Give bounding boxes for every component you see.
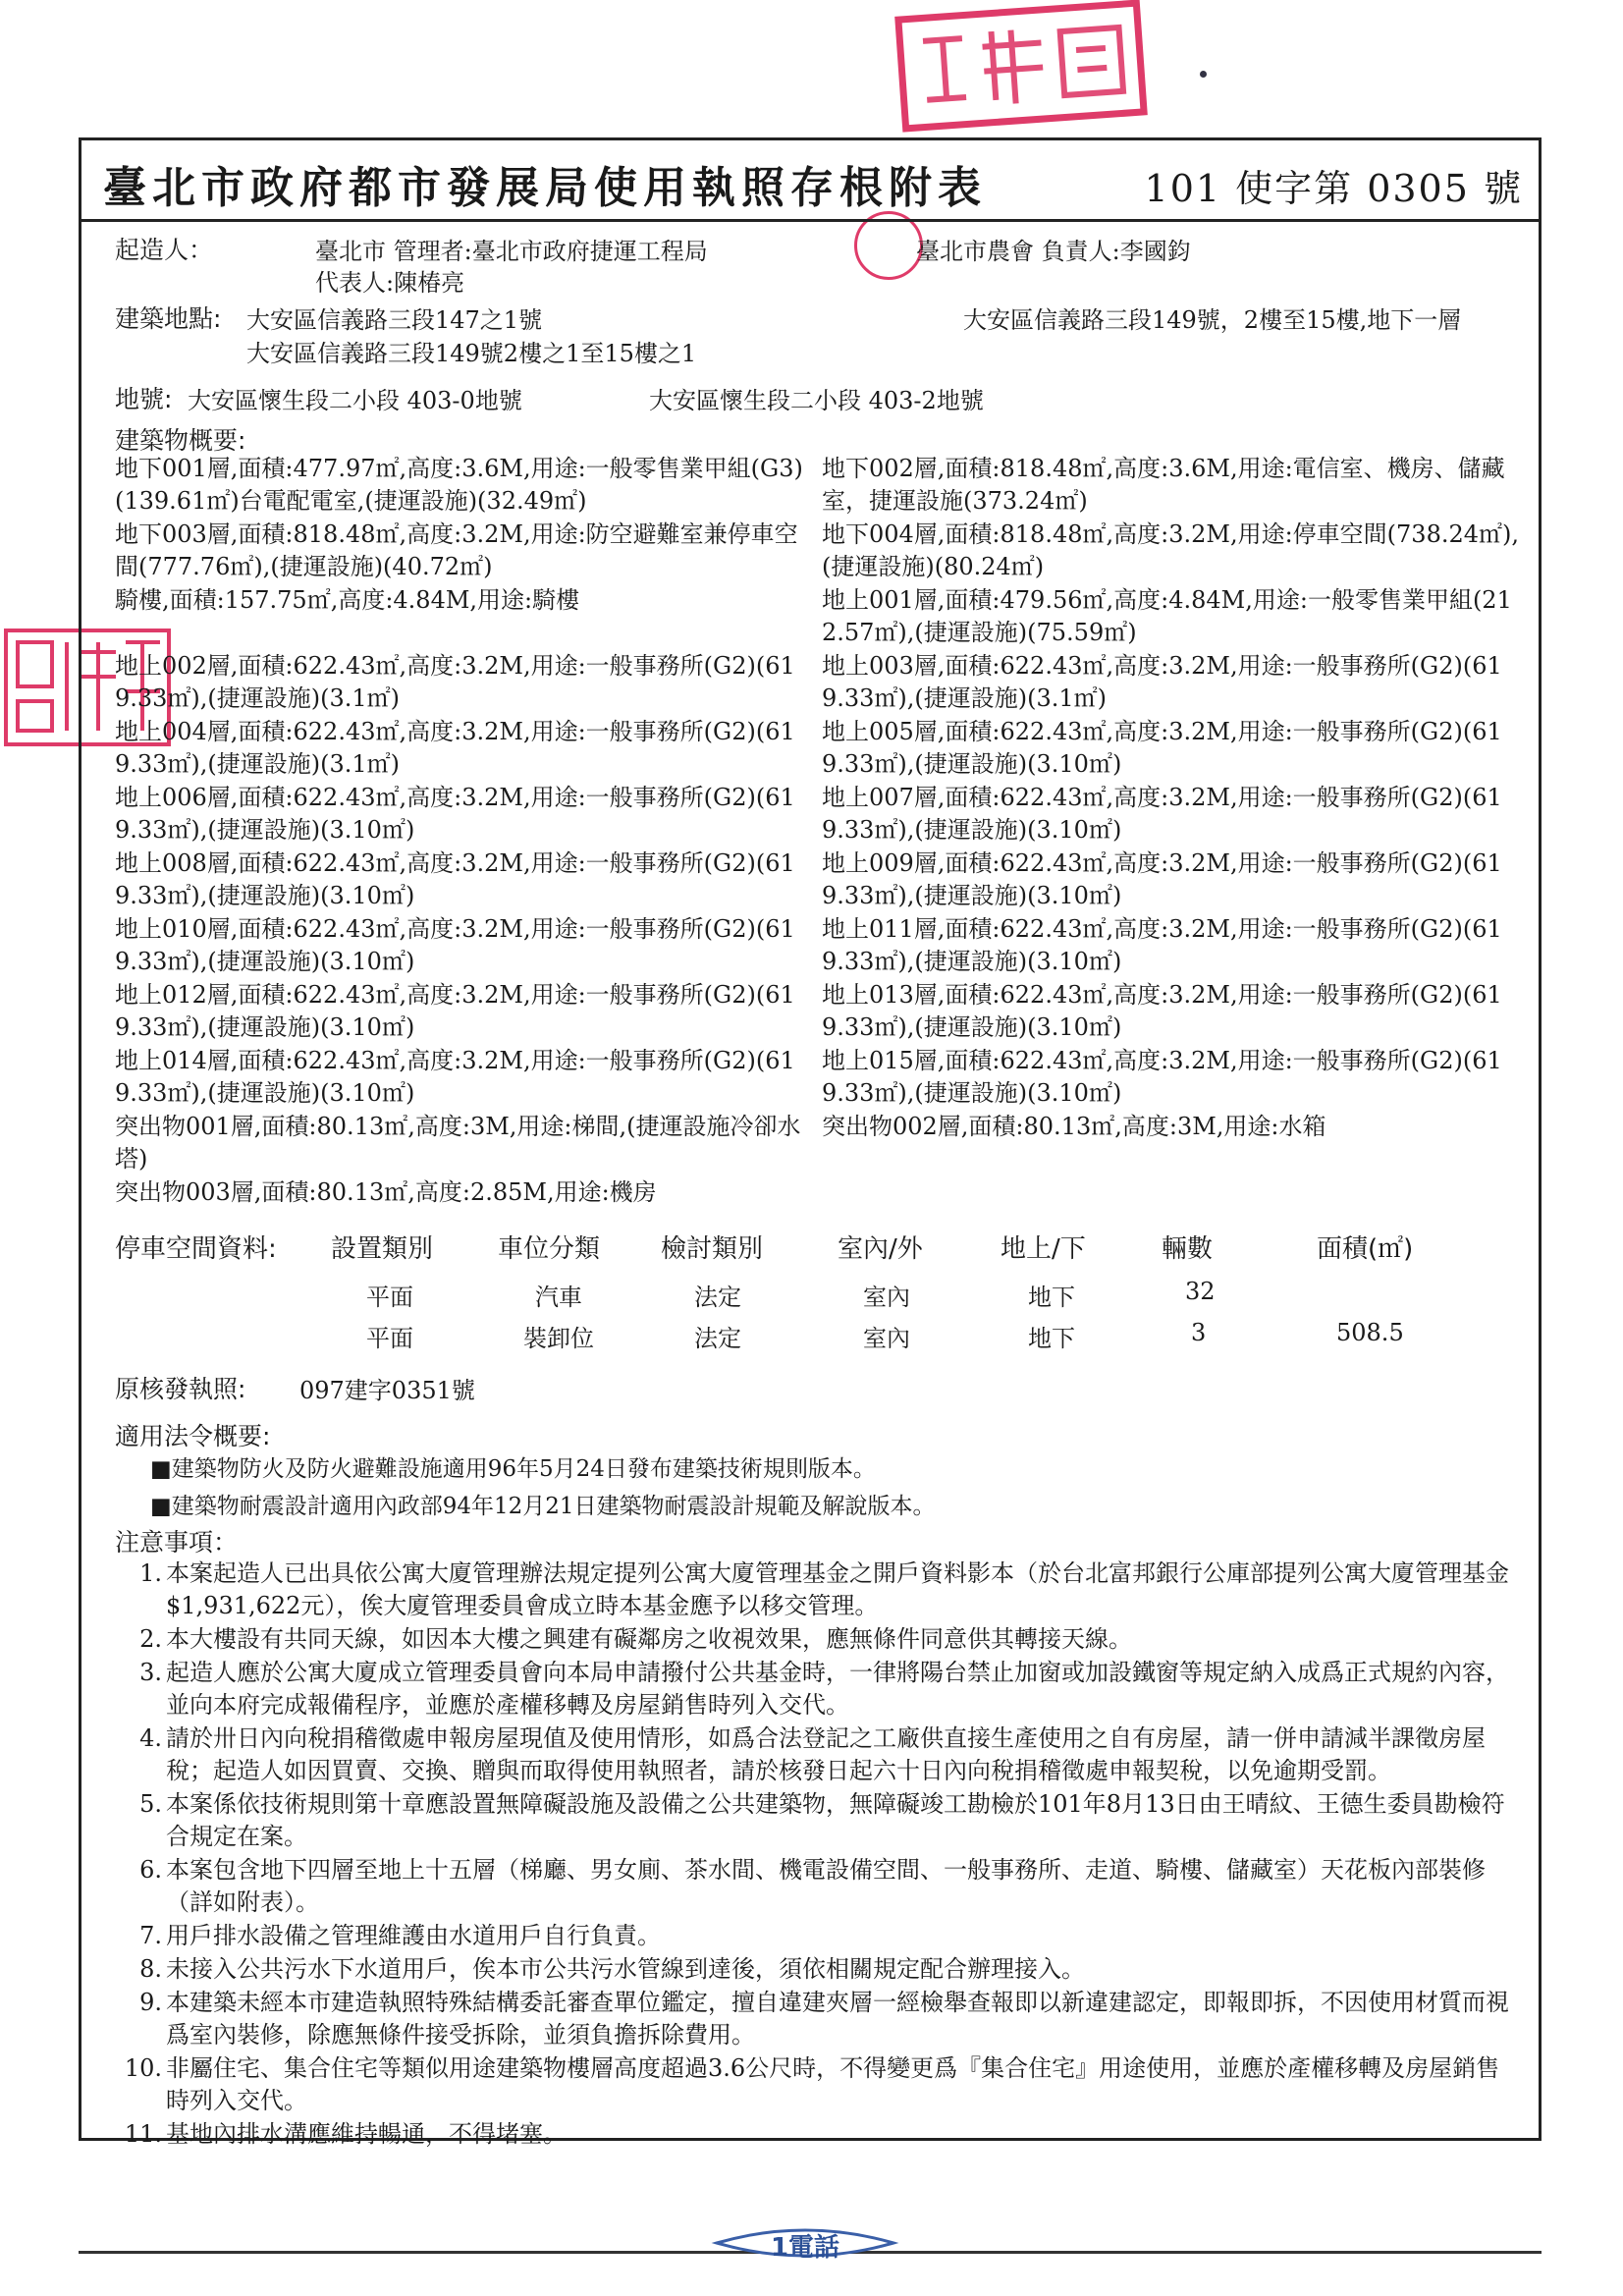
parking-row-2-level: 地下 — [1028, 1325, 1075, 1352]
red-seal-stamp-top — [894, 0, 1148, 133]
lot-2: 大安區懷生段二小段 403-2地號 — [649, 387, 984, 414]
note-text: 起造人應於公寓大廈成立管理委員會向本局申請撥付公共基金時，一律將陽台禁止加窗或加設鐵窗等規定納入成爲正式規約內容，並向本府完成報備程序，並應於產權移轉及房屋銷售時列入交代。 — [166, 1659, 1509, 1719]
note-item — [119, 2052, 1523, 2117]
phone-badge — [707, 2221, 903, 2265]
parking-header-type: 設置類別 — [331, 1234, 434, 1264]
overview-row-1-left: 地下001層,面積:477.97㎡,高度:3.6M,用途:一般零售業甲組(G3)(139.61㎡)台電配電室,(捷運設施)(32.49㎡) — [115, 455, 803, 515]
permit-number: 101 使字第 0305 號 — [1144, 167, 1523, 210]
note-item — [119, 1788, 1523, 1853]
note-number: 8. — [139, 1955, 162, 1983]
note-number: 3. — [139, 1659, 162, 1686]
note-text: 本案包含地下四層至地上十五層（梯廳、男女廁、茶水間、機電設備空間、一般事務所、走道、騎樓、儲藏室）天花板內部裝修（詳如附表）。 — [166, 1856, 1486, 1916]
site-addr2: 大安區信義路三段149號，2樓至15樓,地下一層 — [963, 306, 1462, 334]
overview-row-1-right: 地下002層,面積:818.48㎡,高度:3.6M,用途:電信室、機房、儲藏室，捷運設施(373.24㎡) — [822, 455, 1505, 515]
overview-row-11-left: 突出物001層,面積:80.13㎡,高度:3M,用途:梯間,(捷運設施冷卻水塔) — [115, 1113, 801, 1173]
overview-row-8-left: 地上010層,面積:622.43㎡,高度:3.2M,用途:一般事務所(G2)(619.33㎡),(捷運設施)(3.10㎡) — [115, 915, 795, 975]
parking-header-category: 車位分類 — [498, 1234, 601, 1264]
applicant-label: 起造人： — [115, 236, 214, 264]
parking-row-2-count: 3 — [1191, 1319, 1207, 1346]
overview-row-9-left: 地上012層,面積:622.43㎡,高度:3.2M,用途:一般事務所(G2)(619.33㎡),(捷運設施)(3.10㎡) — [115, 981, 795, 1041]
parking-row-1-level: 地下 — [1028, 1284, 1075, 1311]
parking-row-1-category: 汽車 — [535, 1284, 582, 1311]
note-text: 本案起造人已出具依公寓大廈管理辦法規定提列公寓大廈管理基金之開戶資料影本（於台北富邦銀行公庫部提列公寓大廈管理基金$1,931,622元），俟大廈管理委員會成立時本基金應予以移交管理。 — [166, 1559, 1509, 1619]
parking-row-2-indoor: 室內 — [863, 1325, 910, 1352]
notes-list — [119, 1558, 1523, 2152]
note-number: 5. — [139, 1790, 162, 1818]
parking-label: 停車空間資料: — [115, 1234, 277, 1264]
note-number: 11. — [124, 2120, 162, 2148]
note-text: 本案係依技術規則第十章應設置無障礙設施及設備之公共建築物，無障礙竣工勘檢於101年8月13日由王晴紋、王德生委員勘檢符合規定在案。 — [166, 1790, 1505, 1850]
site-label: 建築地點: — [115, 304, 222, 333]
laws-label: 適用法令概要: — [115, 1422, 271, 1450]
note-text: 請於卅日內向稅捐稽徵處申報房屋現值及使用情形，如爲合法登記之工廠供直接生產使用之自有房屋，請一併申請減半課徵房屋稅；起造人如因買賣、交換、贈與而取得使用執照者，請於核發日起六十日內向稅捐稽徵處申報契稅，以免逾期受罰。 — [166, 1724, 1486, 1784]
applicant-other: 臺北市農會 負責人:李國鈞 — [916, 238, 1191, 265]
note-item — [119, 1920, 1523, 1952]
note-number: 4. — [139, 1724, 162, 1752]
overview-row-5-right: 地上005層,面積:622.43㎡,高度:3.2M,用途:一般事務所(G2)(619.33㎡),(捷運設施)(3.10㎡) — [822, 718, 1502, 778]
overview-row-6-right: 地上007層,面積:622.43㎡,高度:3.2M,用途:一般事務所(G2)(619.33㎡),(捷運設施)(3.10㎡) — [822, 784, 1502, 844]
note-text: 本建築未經本市建造執照特殊結構委託審查單位鑑定，擅自違建夾層一經檢舉查報即以新違建認定，即報即拆，不因使用材質而視爲室內裝修，除應無條件接受拆除，並須負擔拆除費用。 — [166, 1989, 1509, 2049]
note-number: 9. — [139, 1989, 162, 2016]
notes-label: 注意事項： — [115, 1528, 239, 1557]
note-item — [119, 2118, 1523, 2151]
note-item — [119, 1623, 1523, 1656]
note-item — [119, 1558, 1523, 1622]
dot-mark — [1200, 71, 1207, 78]
applicant-line1: 臺北市 管理者:臺北市政府捷運工程局 — [315, 238, 708, 265]
phone-badge-label: 1電話 — [770, 2233, 840, 2263]
parking-row-2-area: 508.5 — [1336, 1319, 1404, 1346]
overview-row-6-left: 地上006層,面積:622.43㎡,高度:3.2M,用途:一般事務所(G2)(619.33㎡),(捷運設施)(3.10㎡) — [115, 784, 795, 844]
overview-row-10-right: 地上015層,面積:622.43㎡,高度:3.2M,用途:一般事務所(G2)(619.33㎡),(捷運設施)(3.10㎡) — [822, 1047, 1502, 1107]
parking-row-1-type: 平面 — [366, 1284, 413, 1311]
overview-row-3-left: 騎樓,面積:157.75㎡,高度:4.84M,用途:騎樓 — [115, 586, 580, 614]
note-number: 7. — [139, 1922, 162, 1949]
permit-attachment-sheet — [79, 137, 1542, 2148]
original-permit-label: 原核發執照: — [115, 1375, 246, 1403]
lot-1: 大安區懷生段二小段 403-0地號 — [188, 387, 522, 414]
overview-row-12-left: 突出物003層,面積:80.13㎡,高度:2.85M,用途:機房 — [115, 1178, 657, 1206]
parking-header-count: 輛數 — [1162, 1234, 1214, 1264]
note-text: 用戶排水設備之管理維護由水道用戶自行負責。 — [166, 1922, 661, 1949]
overview-row-9-right: 地上013層,面積:622.43㎡,高度:3.2M,用途:一般事務所(G2)(619.33㎡),(捷運設施)(3.10㎡) — [822, 981, 1502, 1041]
overview-label: 建築物概要: — [115, 426, 246, 455]
note-text: 基地內排水溝應維持暢通，不得堵塞。 — [166, 2120, 567, 2148]
parking-row-1-indoor: 室內 — [863, 1284, 910, 1311]
note-item — [119, 1987, 1523, 2051]
original-permit-value: 097建字0351號 — [299, 1377, 475, 1404]
parking-row-1-count: 32 — [1185, 1278, 1216, 1305]
law-item-1: ■建築物防火及防火避難設施適用96年5月24日發布建築技術規則版本。 — [150, 1456, 876, 1482]
law-item-2: ■建築物耐震設計適用內政部94年12月21日建築物耐震設計規範及解說版本。 — [150, 1494, 936, 1519]
overview-row-7-left: 地上008層,面積:622.43㎡,高度:3.2M,用途:一般事務所(G2)(619.33㎡),(捷運設施)(3.10㎡) — [115, 849, 795, 909]
note-item — [119, 1722, 1523, 1787]
site-addr3: 大安區信義路三段149號2樓之1至15樓之1 — [246, 340, 697, 367]
parking-header-area: 面積(㎡) — [1317, 1234, 1414, 1264]
note-text: 未接入公共污水下水道用戶，俟本市公共污水管線到達後，須依相關規定配合辦理接入。 — [166, 1955, 1085, 1983]
lot-label: 地號: — [115, 385, 173, 413]
overview-row-3-right: 地上001層,面積:479.56㎡,高度:4.84M,用途:一般零售業甲組(212.57㎡),(捷運設施)(75.59㎡) — [822, 586, 1512, 646]
note-number: 2. — [139, 1625, 162, 1653]
note-text: 本大樓設有共同天線，如因本大樓之興建有礙鄰房之收視效果，應無條件同意供其轉接天線。 — [166, 1625, 1132, 1653]
document-title: 臺北市政府都市發展局使用執照存根附表 — [103, 163, 987, 213]
overview-row-11-right: 突出物002層,面積:80.13㎡,高度:3M,用途:水箱 — [822, 1113, 1326, 1140]
note-number: 10. — [124, 2054, 162, 2082]
note-item — [119, 1657, 1523, 1722]
overview-row-7-right: 地上009層,面積:622.43㎡,高度:3.2M,用途:一般事務所(G2)(619.33㎡),(捷運設施)(3.10㎡) — [822, 849, 1502, 909]
parking-row-2-review: 法定 — [694, 1325, 741, 1352]
note-text: 非屬住宅、集合住宅等類似用途建築物樓層高度超過3.6公尺時，不得變更爲『集合住宅』用途使用，並應於產權移轉及房屋銷售時列入交代。 — [166, 2054, 1500, 2114]
overview-row-8-right: 地上011層,面積:622.43㎡,高度:3.2M,用途:一般事務所(G2)(619.33㎡),(捷運設施)(3.10㎡) — [822, 915, 1502, 975]
parking-header-review: 檢討類別 — [661, 1234, 764, 1264]
applicant-line2: 代表人:陳椿亮 — [315, 269, 465, 297]
parking-header-level: 地上/下 — [1001, 1234, 1086, 1264]
parking-row-2-type: 平面 — [366, 1325, 413, 1352]
overview-row-4-left: 地上002層,面積:622.43㎡,高度:3.2M,用途:一般事務所(G2)(619.33㎡),(捷運設施)(3.1㎡) — [115, 652, 795, 712]
note-number: 6. — [139, 1856, 162, 1884]
overview-row-2-left: 地下003層,面積:818.48㎡,高度:3.2M,用途:防空避難室兼停車空間(777.76㎡),(捷運設施)(40.72㎡) — [115, 520, 798, 580]
overview-row-4-right: 地上003層,面積:622.43㎡,高度:3.2M,用途:一般事務所(G2)(619.33㎡),(捷運設施)(3.1㎡) — [822, 652, 1502, 712]
note-number: 1. — [139, 1559, 162, 1587]
overview-row-5-left: 地上004層,面積:622.43㎡,高度:3.2M,用途:一般事務所(G2)(619.33㎡),(捷運設施)(3.1㎡) — [115, 718, 795, 778]
site-addr1: 大安區信義路三段147之1號 — [246, 306, 543, 334]
title-bar — [81, 140, 1539, 222]
parking-header-indoor: 室內/外 — [838, 1234, 923, 1264]
note-item — [119, 1953, 1523, 1986]
overview-row-2-right: 地下004層,面積:818.48㎡,高度:3.2M,用途:停車空間(738.24㎡),(捷運設施)(80.24㎡) — [822, 520, 1520, 580]
parking-row-1-review: 法定 — [694, 1284, 741, 1311]
parking-row-2-category: 裝卸位 — [523, 1325, 594, 1352]
note-item — [119, 1854, 1523, 1919]
overview-row-10-left: 地上014層,面積:622.43㎡,高度:3.2M,用途:一般事務所(G2)(619.33㎡),(捷運設施)(3.10㎡) — [115, 1047, 795, 1107]
